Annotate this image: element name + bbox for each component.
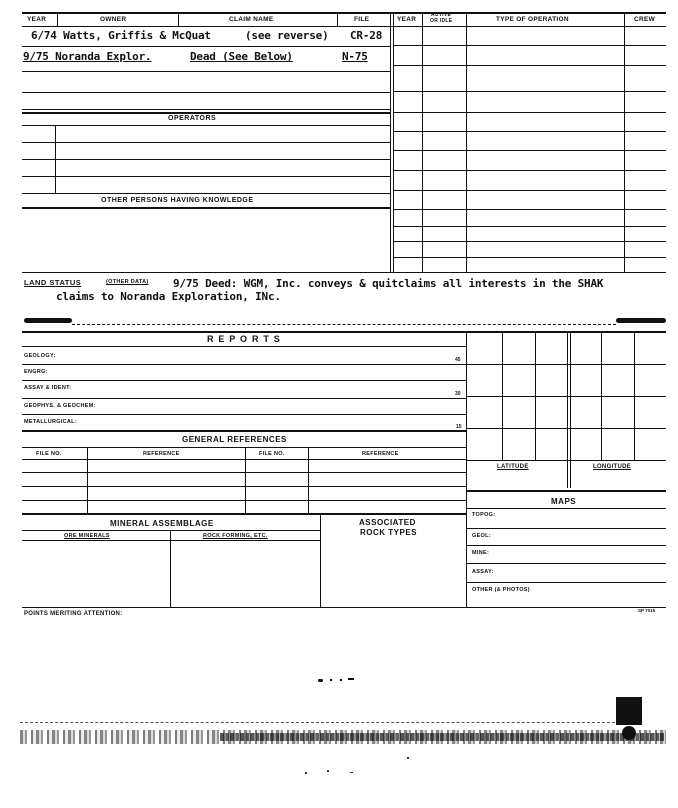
report-engrg: ENGRG:: [24, 369, 48, 375]
ink-speck: [407, 757, 409, 759]
ink-speck: [327, 770, 329, 772]
maps-topog: TOPOG:: [472, 512, 496, 518]
operators-title: OPERATORS: [168, 115, 217, 122]
col-reference-2: REFERENCE: [362, 451, 399, 457]
rock-forming-label: ROCK FORMING, ETC.: [203, 533, 268, 539]
black-square-mark: [616, 697, 642, 725]
ink-speck: [305, 772, 307, 774]
header-crew: CREW: [634, 16, 656, 23]
ore-minerals-label: ORE MINERALS: [64, 533, 110, 539]
report-geology-num: 45: [455, 357, 461, 363]
ink-blot-right: [616, 318, 666, 323]
maps-geol: GEOL:: [472, 533, 491, 539]
row-1-claim: (see reverse): [245, 29, 329, 42]
maps-title: MAPS: [551, 497, 577, 506]
header-owner: OWNER: [100, 16, 127, 23]
longitude-label: LONGITUDE: [593, 464, 632, 470]
row-2-claim: Dead (See Below): [190, 50, 293, 63]
associated-label: ASSOCIATED: [359, 518, 416, 527]
report-geology: GEOLOGY:: [24, 353, 56, 359]
land-status-text-2: claims to Noranda Exploration, INc.: [56, 290, 281, 303]
land-status-sublabel: (OTHER DATA): [106, 279, 149, 285]
row-1-file: CR-28: [350, 29, 383, 42]
col-reference: REFERENCE: [143, 451, 180, 457]
report-metallurgical-num: 15: [456, 424, 462, 430]
col-file-no: FILE NO.: [36, 451, 62, 457]
report-geophys: GEOPHYS. & GEOCHEM:: [24, 403, 96, 409]
mineral-assemblage-title: MINERAL ASSEMBLAGE: [110, 519, 214, 528]
other-persons-title: OTHER PERSONS HAVING KNOWLEDGE: [101, 197, 254, 204]
black-circle-mark: [622, 726, 636, 740]
header-year: YEAR: [27, 16, 47, 23]
maps-mine: MINE:: [472, 550, 490, 556]
points-meriting-attention: POINTS MERITING ATTENTION:: [24, 611, 123, 617]
report-assay-num: 30: [455, 391, 461, 397]
row-2-entry: 9/75 Noranda Explor.: [23, 50, 152, 63]
form-code: SP 7015: [638, 608, 656, 613]
rock-types-label: ROCK TYPES: [360, 528, 418, 537]
row-1-entry: 6/74 Watts, Griffis & McQuat: [31, 29, 211, 42]
general-references-title: GENERAL REFERENCES: [182, 435, 287, 444]
row-2-file: N-75: [342, 50, 368, 63]
header-type-of-operation: TYPE OF OPERATION: [496, 16, 569, 23]
land-status-text-1: 9/75 Deed: WGM, Inc. conveys & quitclaims all interests in the SHAK: [173, 277, 604, 290]
scan-noise-line: [20, 722, 620, 723]
reports-title: R E P O R T S: [207, 334, 281, 344]
scan-noise-band-dark: [220, 733, 664, 741]
header-file: FILE: [354, 16, 370, 23]
report-metallurgical: METALLURGICAL:: [24, 419, 77, 425]
header-claim-name: CLAIM NAME: [229, 16, 274, 23]
header-or-idle: OR IDLE: [430, 18, 453, 24]
latitude-label: LATITUDE: [497, 464, 529, 470]
maps-other: OTHER (& PHOTOS): [472, 587, 530, 593]
land-status-label: LAND STATUS: [24, 278, 82, 287]
maps-assay: ASSAY:: [472, 569, 494, 575]
header-year-2: YEAR: [397, 16, 417, 23]
ink-speck: [330, 679, 332, 681]
ink-speck: [318, 679, 323, 682]
ink-speck: [340, 679, 342, 681]
col-file-no-2: FILE NO.: [259, 451, 285, 457]
header-active: ACTIVE: [431, 12, 452, 18]
ink-blot-left: [24, 318, 72, 323]
report-assay: ASSAY & IDENT:: [24, 385, 72, 391]
ink-speck: [350, 772, 353, 773]
ink-speck: [348, 678, 354, 680]
